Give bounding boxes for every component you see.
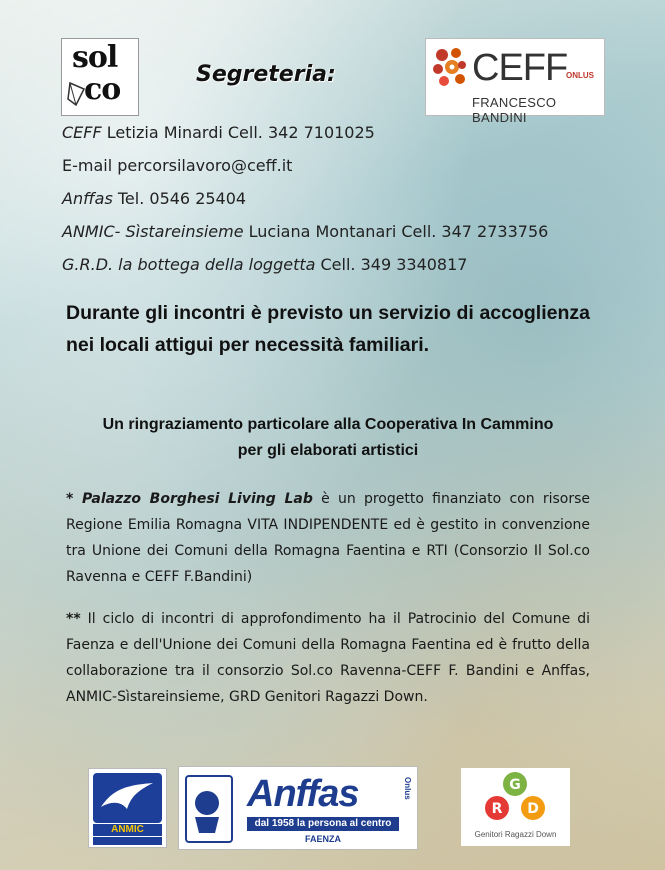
contact-detail: Luciana Montanari Cell. 347 2733756 — [243, 222, 549, 241]
anmic-logo-sub — [93, 837, 162, 845]
anffas-emblem-icon — [185, 775, 233, 843]
anmic-logo — [88, 768, 167, 848]
ceff-logo-subtitle: FRANCESCO BANDINI — [472, 95, 557, 125]
grd-letter: D — [527, 801, 539, 817]
anffas-tagline: dal 1958 la persona al centro — [247, 817, 399, 831]
grd-circles-icon — [461, 768, 570, 830]
solco-logo-line1: sol — [72, 40, 118, 75]
footnote-lead: * Palazzo Borghesi Living Lab — [66, 491, 313, 507]
contact-row — [62, 254, 548, 287]
footnote-living-lab — [66, 486, 590, 590]
anmic-logo-word: ANMIC — [93, 824, 162, 836]
contact-email[interactable]: E-mail percorsilavoro@ceff.it — [62, 156, 293, 175]
contact-row — [62, 155, 548, 188]
anffas-logo-badge: Onlus — [403, 777, 412, 800]
childcare-notice: Durante gli incontri è previsto un servizio di accoglienza nei locali attigui per necessità familiari. — [66, 302, 590, 356]
grd-letter: G — [509, 777, 521, 793]
grd-logo — [461, 768, 570, 846]
contact-org: ANMIC- Sìstareinsieme — [62, 222, 244, 241]
contact-detail: Tel. 0546 25404 — [112, 189, 247, 208]
thanks-note — [66, 412, 590, 464]
ceff-logo — [425, 38, 605, 125]
grd-letter: R — [491, 801, 503, 817]
thanks-line: Un ringraziamento particolare alla Cooperativa In Cammino — [102, 416, 554, 433]
anffas-logo-word: Anffas — [247, 773, 359, 815]
contact-org: CEFF — [62, 123, 102, 142]
anmic-shield — [93, 773, 162, 823]
ceff-logo-name: CEFF — [472, 47, 568, 89]
anffas-logo — [178, 766, 418, 850]
contact-org: Anffas — [62, 189, 113, 208]
anffas-figure-icon — [187, 777, 231, 841]
ceff-logo-badge: ONLUS — [566, 71, 594, 80]
anffas-city: FAENZA — [305, 834, 341, 844]
footnote-patronage — [66, 606, 590, 710]
contact-detail: Letizia Minardi Cell. 342 7101025 — [101, 123, 375, 142]
footnote-lead: ** — [66, 611, 81, 627]
contact-row — [62, 122, 548, 155]
contact-list — [62, 122, 548, 287]
ceff-flower-icon — [430, 45, 470, 89]
footnote-text: è un progetto finanziato con risorse Regione Emilia Romagna VITA INDIPENDENTE ed è gestito in convenzione tra Unione dei Comuni della Romagna Faentina e RTI (Consorzio Il Sol.co Ravenna e CEFF F.Bandini) — [66, 491, 590, 585]
thanks-line: per gli elaborati artistici — [237, 442, 419, 459]
contact-row — [62, 221, 548, 254]
solco-logo-line2: co — [84, 72, 121, 107]
contact-org: G.R.D. la bottega della loggetta — [62, 255, 316, 274]
contact-detail: Cell. 349 3340817 — [315, 255, 468, 274]
footnote-text: Il ciclo di incontri di approfondimento ha il Patrocinio del Comune di Faenza e dell'Unione dei Comuni della Romagna Faentina ed è frutto della collaborazione tra il consorzio Sol.co Ravenna-CEFF F. Bandini e Anffas, ANMIC-Sìstareinsieme, GRD Genitori Ragazzi Down. — [66, 611, 590, 705]
page-title: Segreteria: — [196, 62, 336, 87]
bird-icon — [93, 773, 162, 823]
solco-logo — [61, 38, 139, 116]
contact-row — [62, 188, 548, 221]
grd-caption: Genitori Ragazzi Down — [474, 830, 557, 839]
